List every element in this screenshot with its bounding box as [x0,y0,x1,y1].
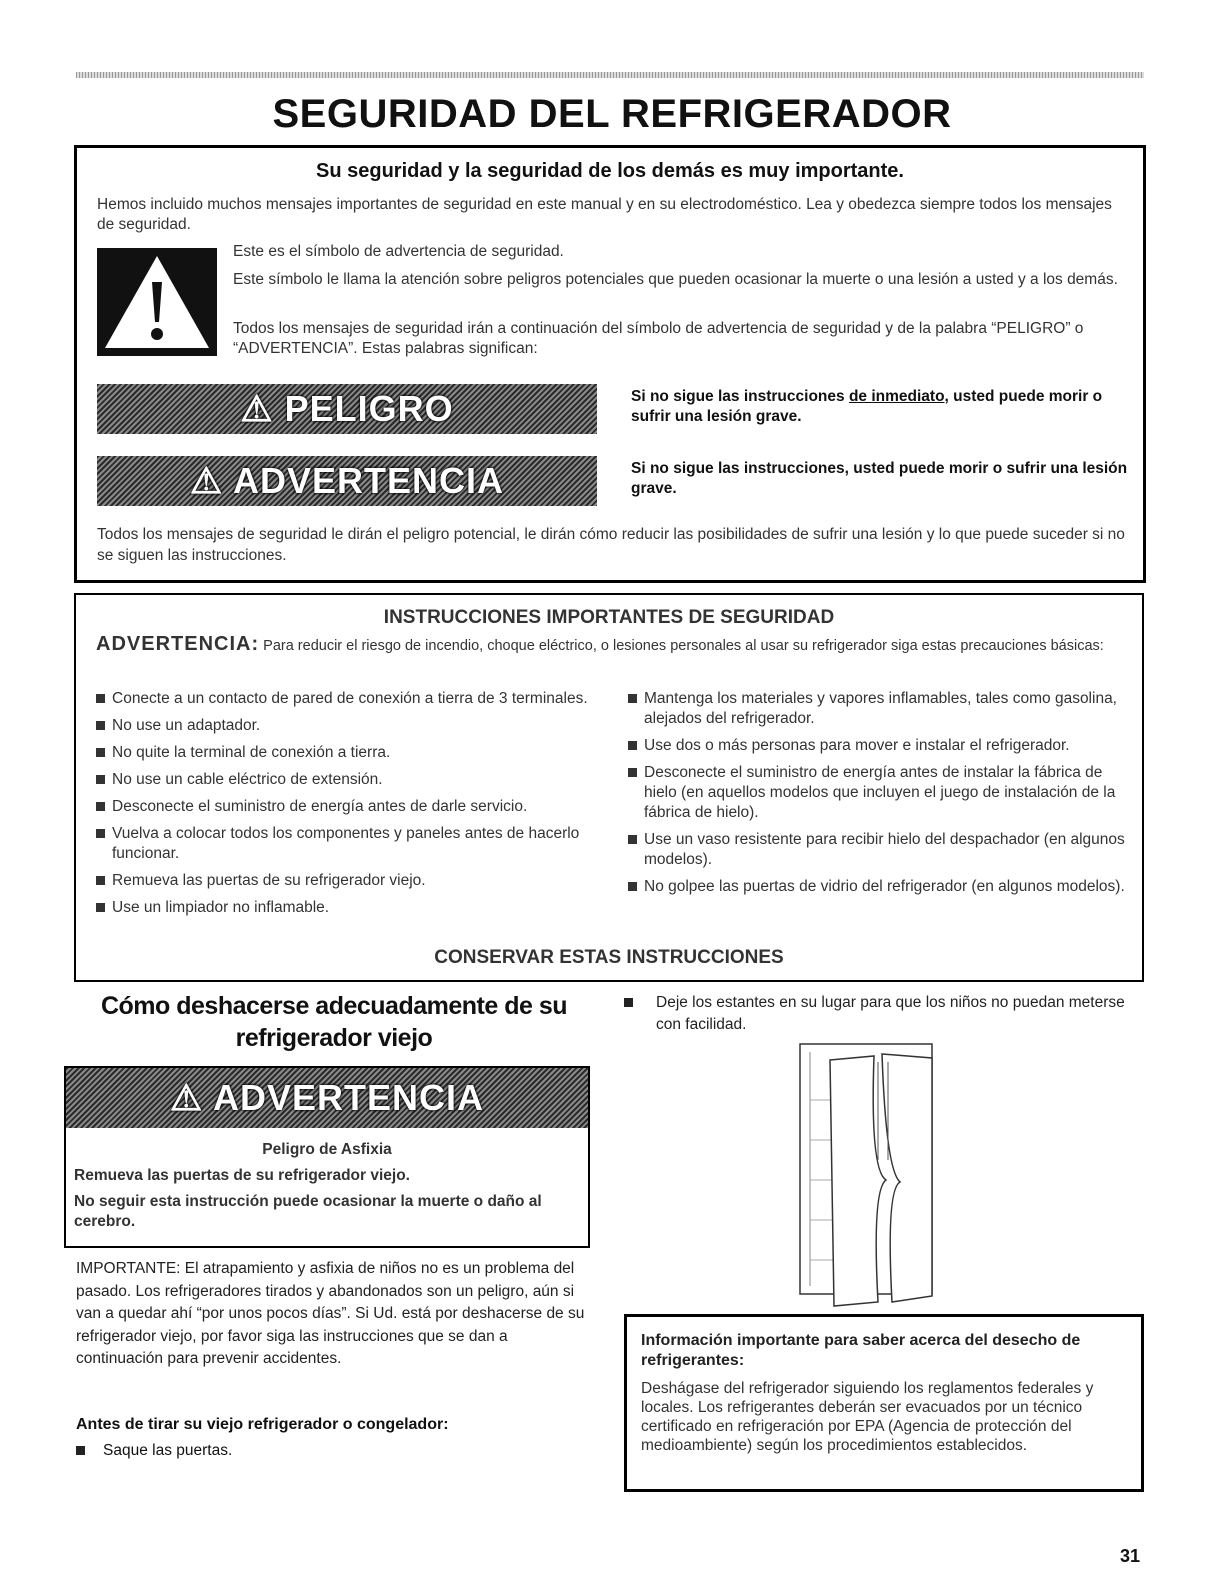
list-item: Vuelva a colocar todos los componentes y paneles antes de hacerlo funcionar. [96,824,596,864]
list-item: Use un limpiador no inflamable. [96,898,596,918]
instructions-warning: ADVERTENCIA: Para reducir el riesgo de incendio, choque eléctrico, o lesiones personales al usar su refrigerador siga estas precauciones básicas: [96,633,1104,655]
safety-footer: Todos los mensajes de seguridad le dirán el peligro potencial, le dirán cómo reducir las posibilidades de sufrir una lesión y lo que puede suceder si no se siguen las instrucciones. [97,526,1125,564]
hazard-instruction: Remueva las puertas de su refrigerador viejo. [74,1167,410,1184]
disposal-title: Cómo deshacerse adecuadamente de su refrigerador viejo [100,992,568,1052]
bullet-icon [624,998,633,1007]
page-number: 31 [1120,1546,1141,1566]
refrigerant-box [624,1314,1144,1492]
refrigerator-illustration [790,1040,940,1310]
list-item: No use un adaptador. [96,716,596,736]
refrigerant-body: Deshágase del refrigerador siguiendo los reglamentos federales y locales. Los refrigerantes deberán ser evacuados por un técnico certificado en refrigeración por EPA (Agencia de protección del medioambiente) según los procedimientos establecidos. [641,1380,1094,1454]
disposal-banner [66,1068,588,1128]
page-title: SEGURIDAD DEL REFRIGERADOR [272,92,952,136]
symbol-line-3: Todos los mensajes de seguridad irán a continuación del símbolo de advertencia de seguridad y de la palabra “PELIGRO” o “ADVERTENCIA”. Estas palabras significan: [233,320,1084,357]
important-paragraph: IMPORTANTE: El atrapamiento y asfixia de niños no es un problema del pasado. Los refrigeradores tirados y abandonados son un peligro, aún si van a quedar ahí “por unos pocos días”. Si Ud. está por deshacerse de su refrigerador viejo, por favor siga las instrucciones que se dan a continuación para prevenir accidentes. [76,1260,585,1367]
top-rule [76,72,1144,78]
list-item: No golpee las puertas de vidrio del refrigerador (en algunos modelos). [628,877,1128,897]
safety-heading: Su seguridad y la seguridad de los demás es muy importante. [316,160,904,182]
refrigerant-heading: Información importante para saber acerca del desecho de refrigerantes: [641,1332,1081,1369]
safety-box [74,145,1146,583]
advertencia-label: ⚠ ADVERTENCIA [190,460,504,501]
safety-intro: Hemos incluido muchos mensajes importantes de seguridad en este manual y en su electrodoméstico. Lea y obedezca siempre todos los mensajes de seguridad. [97,196,1112,233]
hazard-name: Peligro de Asfixia [262,1141,392,1158]
bullet-icon [76,1446,85,1455]
symbol-line-2: Este símbolo le llama la atención sobre peligros potenciales que pueden ocasionar la muerte o una lesión a usted y a los demás. [233,271,1118,288]
instructions-left-column [96,689,596,925]
list-item: Deje los estantes en su lugar para que los niños no puedan meterse con facilidad. [624,992,1134,1036]
symbol-line-1: Este es el símbolo de advertencia de seguridad. [233,243,564,260]
before-heading: Antes de tirar su viejo refrigerador o congelador: [76,1416,449,1433]
warning-triangle-icon [97,248,217,356]
advertencia-definition: Si no sigue las instrucciones, usted puede morir o sufrir una lesión grave. [631,460,1128,497]
peligro-banner [97,384,597,434]
list-item: Conecte a un contacto de pared de conexión a tierra de 3 terminales. [96,689,596,709]
instructions-box [74,593,1144,982]
list-item: Remueva las puertas de su refrigerador viejo. [96,871,596,891]
list-item: Desconecte el suministro de energía antes de darle servicio. [96,797,596,817]
peligro-definition: Si no sigue las instrucciones de inmediato, usted puede morir o sufrir una lesión grave. [631,388,1103,425]
list-item: Mantenga los materiales y vapores inflamables, tales como gasolina, alejados del refrigerador. [628,689,1128,729]
list-item: No use un cable eléctrico de extensión. [96,770,596,790]
hazard-consequence: No seguir esta instrucción puede ocasionar la muerte o daño al cerebro. [74,1193,542,1230]
disposal-banner-label: ⚠ ADVERTENCIA [170,1077,484,1118]
peligro-label: ⚠ PELIGRO [240,388,454,429]
instructions-heading: INSTRUCCIONES IMPORTANTES DE SEGURIDAD [383,607,835,628]
list-item: Use dos o más personas para mover e instalar el refrigerador. [628,736,1128,756]
list-item: Desconecte el suministro de energía antes de instalar la fábrica de hielo (en aquellos modelos que incluyen el juego de instalación de la fábrica de hielo). [628,763,1128,823]
disposal-warning-box [64,1066,590,1248]
advertencia-banner [97,456,597,506]
list-item: No quite la terminal de conexión a tierra. [96,743,596,763]
instructions-footer: CONSERVAR ESTAS INSTRUCCIONES [434,947,784,968]
list-item: Use un vaso resistente para recibir hielo del despachador (en algunos modelos). [628,830,1128,870]
list-item: Saque las puertas. [76,1442,232,1460]
instructions-right-column [628,689,1128,904]
